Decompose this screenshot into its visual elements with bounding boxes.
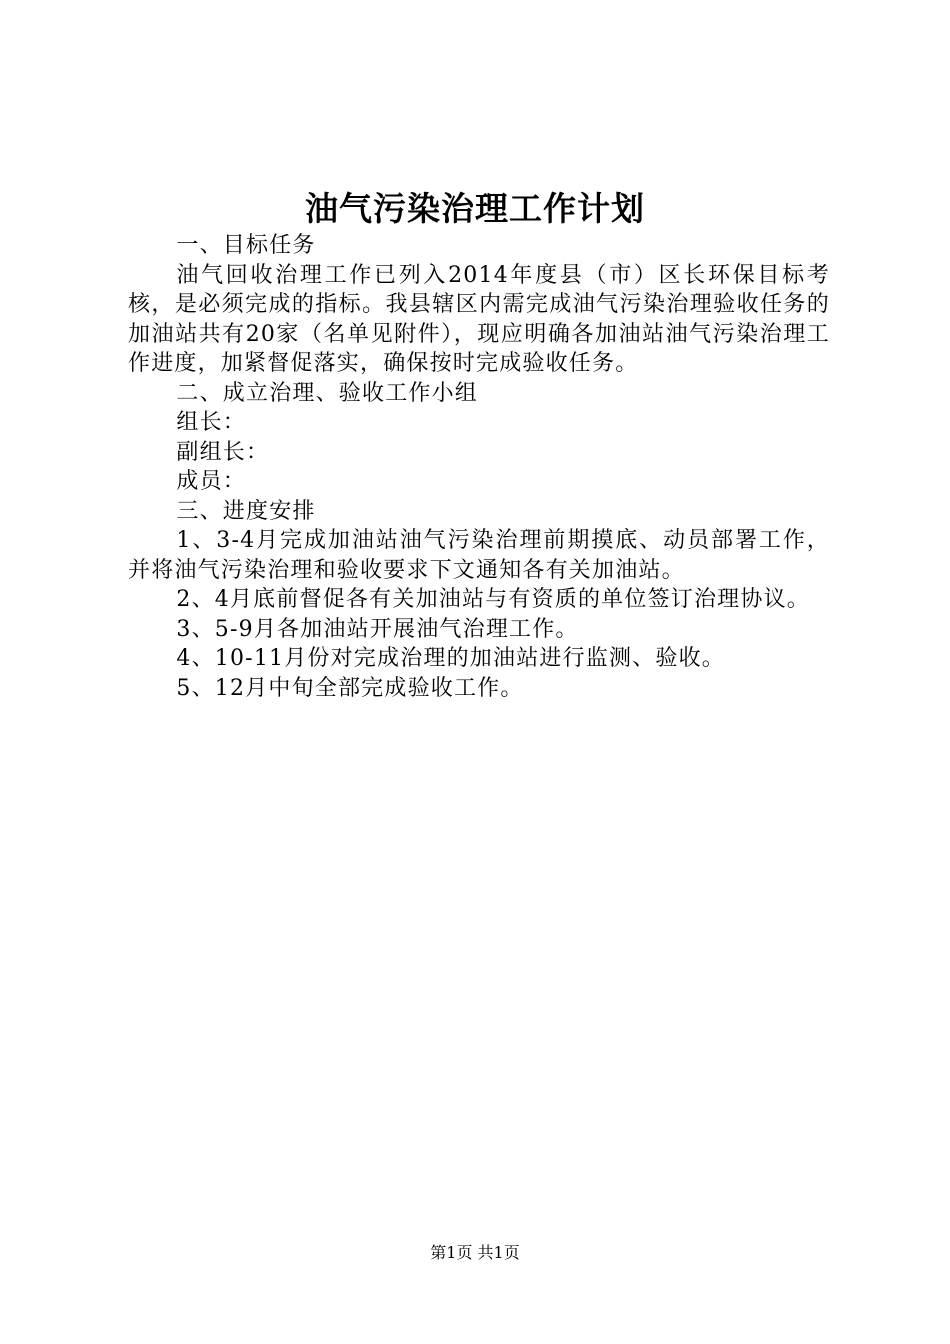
schedule-item-1: 1、3-4月完成加油站油气污染治理前期摸底、动员部署工作，并将油气污染治理和验收要求下文通知各有关加油站。 <box>128 528 830 583</box>
page-number-footer: 第1页 共1页 <box>430 1243 520 1262</box>
schedule-item-3: 3、5-9月各加油站开展油气治理工作。 <box>176 616 579 642</box>
section-heading-team: 二、成立治理、验收工作小组 <box>176 380 478 406</box>
document-body <box>128 231 830 703</box>
team-leader-line: 组长： <box>176 410 246 435</box>
schedule-item-2: 2、4月底前督促各有关加油站与有资质的单位签订治理协议。 <box>176 587 810 612</box>
document-title: 油气污染治理工作计划 <box>305 189 645 228</box>
schedule-item-5: 5、12月中旬全部完成验收工作。 <box>176 675 524 701</box>
team-deputy-leader-line: 副组长： <box>176 439 270 465</box>
schedule-item-4: 4、10-11月份对完成治理的加油站进行监测、验收。 <box>176 646 726 671</box>
section-heading-goals: 一、目标任务 <box>176 233 316 258</box>
paragraph-goals-text: 油气回收治理工作已列入2014年度县（市）区长环保目标考核，是必须完成的指标。我县辖区内需完成油气污染治理验收任务的加油站共有20家（名单见附件），现应明确各加油站油气污染治理工作进度，加紧督促落实，确保按时完成验收任务。 <box>128 262 830 376</box>
section-heading-schedule: 三、进度安排 <box>176 498 316 524</box>
team-members-line: 成员： <box>176 469 246 494</box>
